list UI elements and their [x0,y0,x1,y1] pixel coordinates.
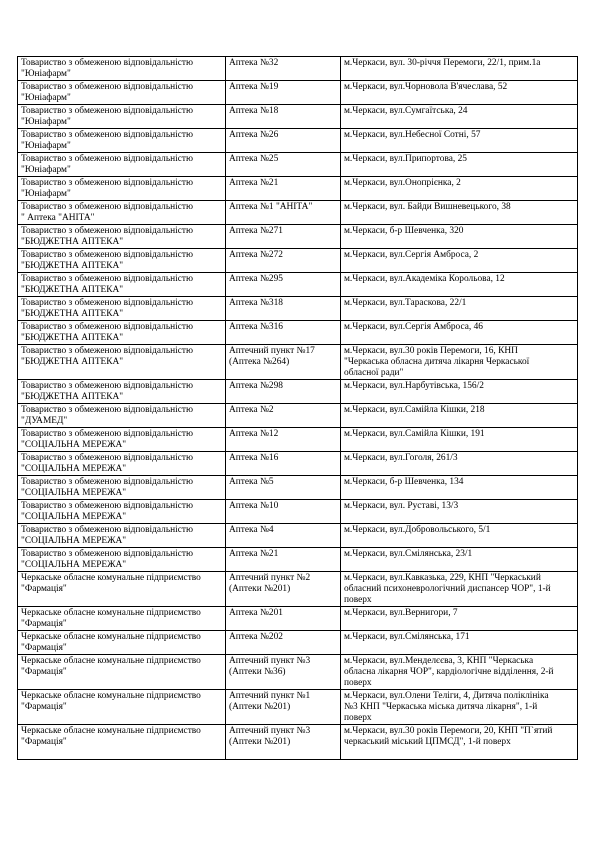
organization-cell [18,524,226,548]
address-cell-text: м.Черкаси, вул. Руставі, 13/3 [344,501,459,511]
address-cell [341,129,578,153]
address-cell [341,500,578,524]
organization-cell [18,201,226,225]
table-row [18,725,578,760]
address-cell-text: м.Черкаси, вул.Кавказька, 229, КНП "Черкаський обласний психоневрологічний диспансер ЧОР", 1-й поверх [344,573,551,605]
organization-cell-text: Товариство з обмеженою відповідальністю "БЮДЖЕТНА АПТЕКА" [21,226,193,247]
pharmacy-name-cell-text: Аптечний пункт №1 (Аптеки №201) [229,691,311,712]
table-row [18,105,578,129]
organization-cell-text: Товариство з обмеженою відповідальністю "Юніафарм" [21,82,193,103]
organization-cell [18,297,226,321]
organization-cell [18,655,226,690]
address-cell [341,201,578,225]
pharmacy-table-body [18,57,578,760]
address-cell [341,81,578,105]
pharmacy-name-cell [226,524,341,548]
address-cell-text: м.Черкаси, вул.Онопрієнка, 2 [344,178,461,188]
organization-cell [18,57,226,81]
address-cell-text: м.Черкаси, вул.Тараскова, 22/1 [344,298,467,308]
address-cell [341,225,578,249]
organization-cell-text: Товариство з обмеженою відповідальністю "СОЦІАЛЬНА МЕРЕЖА" [21,549,193,570]
pharmacy-name-cell [226,153,341,177]
address-cell-text: м.Черкаси, вул. Байди Вишневецького, 38 [344,202,511,212]
table-row [18,345,578,380]
address-cell-text: м.Черкаси, вул.Самійла Кішки, 218 [344,405,485,415]
address-cell [341,476,578,500]
pharmacy-name-cell [226,690,341,725]
address-cell [341,345,578,380]
pharmacy-name-cell [226,129,341,153]
organization-cell-text: Черкаське обласне комунальне підприємство "Фармація" [21,632,201,653]
table-row [18,655,578,690]
pharmacy-name-cell-text: Аптека №21 [229,549,279,559]
pharmacy-name-cell-text: Аптека №1 "АНІТА" [229,202,313,212]
organization-cell [18,690,226,725]
organization-cell [18,177,226,201]
pharmacy-name-cell [226,380,341,404]
pharmacy-name-cell-text: Аптечний пункт №17 (Аптека №264) [229,346,315,367]
pharmacy-name-cell-text: Аптека №32 [229,58,279,68]
organization-cell-text: Товариство з обмеженою відповідальністю "СОЦІАЛЬНА МЕРЕЖА" [21,477,193,498]
organization-cell-text: Товариство з обмеженою відповідальністю " Аптека "АНІТА" [21,202,193,223]
organization-cell [18,725,226,760]
organization-cell-text: Товариство з обмеженою відповідальністю "БЮДЖЕТНА АПТЕКА" [21,381,193,402]
organization-cell-text: Товариство з обмеженою відповідальністю "Юніафарм" [21,130,193,151]
organization-cell [18,476,226,500]
table-row [18,607,578,631]
pharmacy-name-cell [226,57,341,81]
table-row [18,631,578,655]
table-row [18,380,578,404]
pharmacy-name-cell [226,607,341,631]
organization-cell [18,129,226,153]
address-cell-text: м.Черкаси, вул.Гоголя, 261/3 [344,453,458,463]
address-cell [341,690,578,725]
pharmacy-name-cell-text: Аптека №318 [229,298,283,308]
address-cell [341,380,578,404]
organization-cell [18,249,226,273]
table-row [18,153,578,177]
organization-cell-text: Товариство з обмеженою відповідальністю "СОЦІАЛЬНА МЕРЕЖА" [21,429,193,450]
address-cell [341,572,578,607]
pharmacy-name-cell-text: Аптека №272 [229,250,283,260]
table-row [18,201,578,225]
table-row [18,572,578,607]
organization-cell [18,404,226,428]
address-cell [341,404,578,428]
pharmacy-name-cell-text: Аптечний пункт №2 (Аптеки №201) [229,573,311,594]
organization-cell-text: Черкаське обласне комунальне підприємство "Фармація" [21,608,201,629]
table-row [18,452,578,476]
pharmacy-name-cell-text: Аптека №4 [229,525,274,535]
organization-cell-text: Товариство з обмеженою відповідальністю "БЮДЖЕТНА АПТЕКА" [21,298,193,319]
organization-cell-text: Товариство з обмеженою відповідальністю "СОЦІАЛЬНА МЕРЕЖА" [21,501,193,522]
table-row [18,524,578,548]
pharmacy-name-cell-text: Аптека №16 [229,453,279,463]
address-cell [341,249,578,273]
organization-cell [18,105,226,129]
address-cell [341,428,578,452]
address-cell-text: м.Черкаси, вул. 30-річчя Перемоги, 22/1, прим.1а [344,58,541,68]
organization-cell [18,572,226,607]
organization-cell-text: Черкаське обласне комунальне підприємство "Фармація" [21,573,201,594]
pharmacy-name-cell [226,476,341,500]
table-row [18,690,578,725]
organization-cell [18,607,226,631]
address-cell-text: м.Черкаси, б-р Шевченка, 320 [344,226,464,236]
pharmacy-name-cell [226,273,341,297]
organization-cell [18,500,226,524]
table-row [18,249,578,273]
address-cell [341,452,578,476]
pharmacy-name-cell [226,500,341,524]
address-cell [341,57,578,81]
address-cell-text: м.Черкаси, вул.Небесної Сотні, 57 [344,130,481,140]
pharmacy-name-cell-text: Аптека №18 [229,106,279,116]
address-cell-text: м.Черкаси, вул.Самійла Кішки, 191 [344,429,485,439]
pharmacy-name-cell-text: Аптека №19 [229,82,279,92]
pharmacy-name-cell [226,572,341,607]
table-row [18,225,578,249]
address-cell-text: м.Черкаси, вул.Нарбутівська, 156/2 [344,381,484,391]
address-cell [341,548,578,572]
address-cell [341,655,578,690]
table-row [18,129,578,153]
address-cell [341,725,578,760]
pharmacy-name-cell [226,81,341,105]
organization-cell-text: Товариство з обмеженою відповідальністю "БЮДЖЕТНА АПТЕКА" [21,322,193,343]
address-cell-text: м.Черкаси, вул.Чорновола В'ячеслава, 52 [344,82,508,92]
organization-cell-text: Товариство з обмеженою відповідальністю "СОЦІАЛЬНА МЕРЕЖА" [21,453,193,474]
pharmacy-name-cell-text: Аптечний пункт №3 (Аптеки №201) [229,726,311,747]
organization-cell-text: Товариство з обмеженою відповідальністю "ДУАМЕД" [21,405,193,426]
pharmacy-name-cell [226,655,341,690]
organization-cell-text: Черкаське обласне комунальне підприємство "Фармація" [21,656,201,677]
address-cell [341,105,578,129]
address-cell-text: м.Черкаси, вул.Сергія Амброса, 2 [344,250,479,260]
address-cell [341,321,578,345]
pharmacy-name-cell-text: Аптека №316 [229,322,283,332]
pharmacy-name-cell [226,345,341,380]
table-row [18,500,578,524]
organization-cell-text: Товариство з обмеженою відповідальністю "БЮДЖЕТНА АПТЕКА" [21,250,193,271]
address-cell-text: м.Черкаси, б-р Шевченка, 134 [344,477,464,487]
address-cell-text: м.Черкаси, вул.30 років Перемоги, 16, КНП "Черкаська обласна дитяча лікарня Черкаської обласної ради" [344,346,530,378]
table-row [18,428,578,452]
table-row [18,273,578,297]
pharmacy-name-cell [226,631,341,655]
address-cell-text: м.Черкаси, вул.Припортова, 25 [344,154,467,164]
address-cell-text: м.Черкаси, вул.Сумгаїтська, 24 [344,106,468,116]
pharmacy-name-cell [226,297,341,321]
organization-cell [18,225,226,249]
pharmacy-name-cell [226,548,341,572]
address-cell [341,153,578,177]
address-cell [341,607,578,631]
organization-cell-text: Товариство з обмеженою відповідальністю "Юніафарм" [21,178,193,199]
organization-cell [18,273,226,297]
table-row [18,476,578,500]
organization-cell-text: Черкаське обласне комунальне підприємство "Фармація" [21,691,201,712]
pharmacy-name-cell-text: Аптека №201 [229,608,283,618]
address-cell-text: м.Черкаси, вул.Смілянська, 171 [344,632,470,642]
address-cell-text: м.Черкаси, вул.30 років Перемоги, 20, КНП "П`ятий черкаський міський ЦПМСД", 1-й поверх [344,726,553,747]
address-cell-text: м.Черкаси, вул.Сергія Амброса, 46 [344,322,483,332]
organization-cell [18,81,226,105]
pharmacy-name-cell [226,225,341,249]
table-row [18,404,578,428]
pharmacy-name-cell-text: Аптека №26 [229,130,279,140]
pharmacy-name-cell-text: Аптека №2 [229,405,274,415]
pharmacy-name-cell [226,177,341,201]
organization-cell [18,380,226,404]
organization-cell-text: Товариство з обмеженою відповідальністю "Юніафарм" [21,154,193,175]
pharmacy-name-cell-text: Аптечний пункт №3 (Аптеки №36) [229,656,311,677]
pharmacy-name-cell [226,452,341,476]
organization-cell-text: Товариство з обмеженою відповідальністю "Юніафарм" [21,106,193,127]
table-row [18,81,578,105]
pharmacy-name-cell [226,725,341,760]
organization-cell [18,321,226,345]
pharmacy-name-cell [226,428,341,452]
address-cell [341,273,578,297]
pharmacy-name-cell-text: Аптека №271 [229,226,283,236]
pharmacy-name-cell [226,201,341,225]
address-cell [341,297,578,321]
pharmacy-name-cell [226,404,341,428]
organization-cell-text: Товариство з обмеженою відповідальністю "СОЦІАЛЬНА МЕРЕЖА" [21,525,193,546]
organization-cell [18,452,226,476]
address-cell [341,524,578,548]
address-cell-text: м.Черкаси, вул.Олени Теліги, 4, Дитяча поліклініка №3 КНП "Черкаська міська дитяча лікарня", 1-й поверх [344,691,549,723]
organization-cell [18,153,226,177]
pharmacy-name-cell-text: Аптека №5 [229,477,274,487]
organization-cell [18,631,226,655]
table-row [18,57,578,81]
pharmacy-name-cell [226,105,341,129]
table-row [18,297,578,321]
address-cell-text: м.Черкаси, вул.Академіка Корольова, 12 [344,274,505,284]
pharmacy-name-cell-text: Аптека №25 [229,154,279,164]
organization-cell-text: Товариство з обмеженою відповідальністю "Юніафарм" [21,58,193,79]
pharmacy-name-cell-text: Аптека №298 [229,381,283,391]
address-cell-text: м.Черкаси, вул.Вернигори, 7 [344,608,458,618]
organization-cell [18,548,226,572]
address-cell-text: м.Черкаси, вул.Добровольського, 5/1 [344,525,491,535]
table-row [18,177,578,201]
address-cell-text: м.Черкаси, вул.Менделєєва, 3, КНП "Черкаська обласна лікарня ЧОР", кардіологічне відділення, 2-й поверх [344,656,554,688]
pharmacy-name-cell-text: Аптека №202 [229,632,283,642]
pharmacy-name-cell-text: Аптека №10 [229,501,279,511]
pharmacy-name-cell-text: Аптека №295 [229,274,283,284]
pharmacy-table [17,56,578,760]
table-row [18,548,578,572]
address-cell [341,631,578,655]
pharmacy-name-cell-text: Аптека №21 [229,178,279,188]
pharmacy-name-cell [226,249,341,273]
organization-cell [18,345,226,380]
table-row [18,321,578,345]
address-cell [341,177,578,201]
organization-cell-text: Товариство з обмеженою відповідальністю "БЮДЖЕТНА АПТЕКА" [21,274,193,295]
organization-cell-text: Черкаське обласне комунальне підприємство "Фармація" [21,726,201,747]
pharmacy-name-cell [226,321,341,345]
organization-cell [18,428,226,452]
address-cell-text: м.Черкаси, вул.Смілянська, 23/1 [344,549,473,559]
pharmacy-name-cell-text: Аптека №12 [229,429,279,439]
organization-cell-text: Товариство з обмеженою відповідальністю "БЮДЖЕТНА АПТЕКА" [21,346,193,367]
